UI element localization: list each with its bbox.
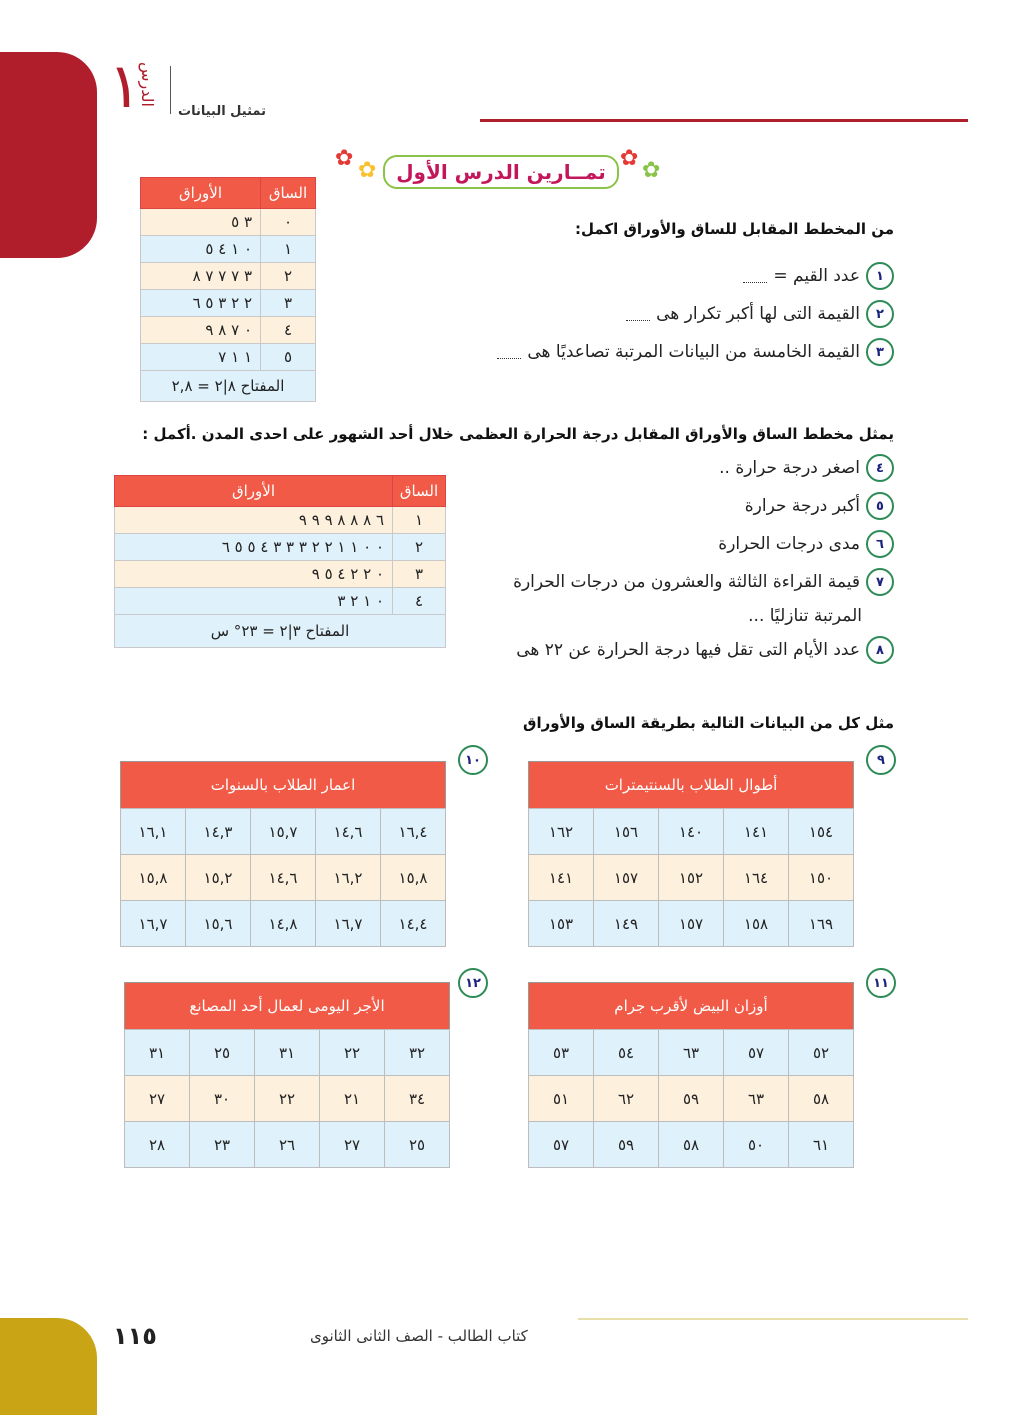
data-cell: ٥٠ xyxy=(724,1122,789,1168)
question-item xyxy=(464,636,894,664)
data-cell: ٣٠ xyxy=(190,1076,255,1122)
stem-cell: ٤ xyxy=(393,588,446,615)
data-cell: ٥٩ xyxy=(594,1122,659,1168)
data-cell: ٥٢ xyxy=(789,1030,854,1076)
data-cell: ٢١ xyxy=(320,1076,385,1122)
data-table-ages xyxy=(120,761,446,947)
data-cell: ٥٨ xyxy=(659,1122,724,1168)
leaves-cell: ٦ ٨ ٨ ٨ ٩ ٩ ٩ xyxy=(115,507,393,534)
data-cell: ١٤٠ xyxy=(659,809,724,855)
data-cell: ١٥,٦ xyxy=(186,901,251,947)
section1-instruction: من المخطط المقابل للساق والأوراق اكمل: xyxy=(574,220,894,238)
data-cell: ١٦٩ xyxy=(789,901,854,947)
stem-cell: ٢ xyxy=(393,534,446,561)
section3-instruction: مثل كل من البيانات التالية بطريقة الساق والأوراق xyxy=(523,714,894,732)
table-title: اعمار الطلاب بالسنوات xyxy=(121,762,446,809)
gear-icon: ✿ xyxy=(620,146,639,171)
data-cell: ٢٥ xyxy=(190,1030,255,1076)
data-table-daily-wages xyxy=(124,982,450,1168)
question-text: عدد القيم = xyxy=(773,266,860,286)
data-cell: ١٥٢ xyxy=(659,855,724,901)
section2-items xyxy=(464,454,894,664)
question-item xyxy=(497,338,894,366)
header-divider xyxy=(170,66,171,114)
question-number: ٥ xyxy=(866,492,894,520)
data-cell: ١٦,١ xyxy=(121,809,186,855)
footer-rule xyxy=(578,1318,968,1320)
data-cell: ١٥,٢ xyxy=(186,855,251,901)
data-cell: ١٤,٦ xyxy=(251,855,316,901)
question-text: أكبر درجة حرارة xyxy=(744,496,860,516)
data-cell: ٥٧ xyxy=(724,1030,789,1076)
data-cell: ٢٦ xyxy=(255,1122,320,1168)
page-number: ١١٥ xyxy=(113,1322,157,1350)
lesson-number: ١ xyxy=(108,49,142,122)
data-cell: ٥٣ xyxy=(529,1030,594,1076)
leaves-cell: ٠ ١ ٢ ٣ xyxy=(115,588,393,615)
data-cell: ١٥٤ xyxy=(789,809,854,855)
data-cell: ١٤,٦ xyxy=(316,809,381,855)
question-text: قيمة القراءة الثالثة والعشرون من درجات الحرارة xyxy=(513,572,860,592)
data-cell: ١٥٣ xyxy=(529,901,594,947)
table-key: المفتاح ٨|٢ = ٢,٨ xyxy=(141,371,316,402)
question-text: القيمة الخامسة من البيانات المرتبة تصاعديًا هى xyxy=(527,342,860,362)
leaves-cell: ٠ ٠ ١ ١ ٢ ٢ ٣ ٣ ٣ ٤ ٥ ٥ ٦ xyxy=(115,534,393,561)
stem-cell: ٥ xyxy=(261,344,316,371)
question-item xyxy=(626,300,894,328)
stem-header: الساق xyxy=(393,476,446,507)
data-cell: ١٥٨ xyxy=(724,901,789,947)
data-cell: ٢٢ xyxy=(320,1030,385,1076)
question-number: ٦ xyxy=(866,530,894,558)
stem-cell: ٤ xyxy=(261,317,316,344)
data-cell: ١٥٧ xyxy=(594,855,659,901)
data-cell: ١٦,٤ xyxy=(381,809,446,855)
data-cell: ٦٣ xyxy=(724,1076,789,1122)
exercise-number: ١٠ xyxy=(458,745,488,775)
stem-cell: ١ xyxy=(261,236,316,263)
question-item-continuation xyxy=(464,606,894,626)
leaves-cell: ٠ ٢ ٢ ٤ ٥ ٩ xyxy=(115,561,393,588)
question-number: ٢ xyxy=(866,300,894,328)
exercise-number: ١١ xyxy=(866,968,896,998)
leaves-cell: ٣ ٥ xyxy=(141,209,261,236)
stem-cell: ٢ xyxy=(261,263,316,290)
data-cell: ١٥٠ xyxy=(789,855,854,901)
gear-icon: ✿ xyxy=(358,158,377,183)
leaves-cell: ١ ١ ٧ xyxy=(141,344,261,371)
data-cell: ٦٢ xyxy=(594,1076,659,1122)
question-text: القيمة التى لها أكبر تكرار هى xyxy=(656,304,860,324)
lesson-word: الدرس xyxy=(138,62,157,107)
exercise-number: ١٢ xyxy=(458,968,488,998)
question-text: عدد الأيام التى تقل فيها درجة الحرارة عن ٢٢ هى xyxy=(516,640,860,660)
question-text: اصغر درجة حرارة .. xyxy=(719,458,860,478)
data-cell: ٥١ xyxy=(529,1076,594,1122)
question-item xyxy=(464,530,894,558)
data-cell: ١٥٦ xyxy=(594,809,659,855)
leaves-cell: ٠ ٧ ٨ ٩ xyxy=(141,317,261,344)
question-item xyxy=(464,568,894,596)
data-cell: ٣٤ xyxy=(385,1076,450,1122)
data-cell: ١٦٢ xyxy=(529,809,594,855)
stem-leaf-table-1 xyxy=(140,177,316,402)
data-table-heights xyxy=(528,761,854,947)
stem-header: الساق xyxy=(261,178,316,209)
stem-cell: ٠ xyxy=(261,209,316,236)
question-text: مدى درجات الحرارة xyxy=(718,534,860,554)
data-cell: ١٥,٨ xyxy=(381,855,446,901)
data-cell: ٣١ xyxy=(125,1030,190,1076)
data-cell: ٥٤ xyxy=(594,1030,659,1076)
answer-blank[interactable] xyxy=(743,270,767,283)
stem-leaf-table-2 xyxy=(114,475,446,648)
data-cell: ٢٣ xyxy=(190,1122,255,1168)
data-cell: ١٦٤ xyxy=(724,855,789,901)
section2-instruction: يمثل مخطط الساق والأوراق المقابل درجة الحرارة العظمى خلال أحد الشهور على احدى المدن .أكمل : xyxy=(142,425,894,443)
chapter-title: تمثيل البيانات xyxy=(178,104,266,119)
data-cell: ١٤,٣ xyxy=(186,809,251,855)
data-cell: ٢٨ xyxy=(125,1122,190,1168)
data-cell: ١٤١ xyxy=(529,855,594,901)
data-cell: ١٥,٨ xyxy=(121,855,186,901)
data-cell: ٥٩ xyxy=(659,1076,724,1122)
question-text: المرتبة تنازليًا ... xyxy=(748,606,862,626)
question-item xyxy=(743,262,894,290)
question-number: ٧ xyxy=(866,568,894,596)
section1-items xyxy=(497,262,894,366)
question-number: ٨ xyxy=(866,636,894,664)
data-cell: ٦٣ xyxy=(659,1030,724,1076)
data-cell: ١٤١ xyxy=(724,809,789,855)
question-item xyxy=(464,492,894,520)
table-title: أطوال الطلاب بالسنتيمترات xyxy=(529,762,854,809)
data-cell: ١٦,٧ xyxy=(121,901,186,947)
data-cell: ٢٢ xyxy=(255,1076,320,1122)
data-cell: ٢٧ xyxy=(125,1076,190,1122)
stem-cell: ١ xyxy=(393,507,446,534)
data-cell: ١٦,٢ xyxy=(316,855,381,901)
gear-icon: ✿ xyxy=(642,158,661,183)
table-title: أوزان البيض لأقرب جرام xyxy=(529,983,854,1030)
leaves-cell: ٣ ٧ ٧ ٧ ٨ xyxy=(141,263,261,290)
question-number: ١ xyxy=(866,262,894,290)
red-side-tab xyxy=(0,52,97,258)
data-cell: ٥٨ xyxy=(789,1076,854,1122)
data-cell: ١٤,٨ xyxy=(251,901,316,947)
data-cell: ٢٧ xyxy=(320,1122,385,1168)
data-table-egg-weights xyxy=(528,982,854,1168)
answer-blank[interactable] xyxy=(626,308,650,321)
data-cell: ٥٧ xyxy=(529,1122,594,1168)
question-number: ٣ xyxy=(866,338,894,366)
data-cell: ٢٥ xyxy=(385,1122,450,1168)
data-cell: ١٥,٧ xyxy=(251,809,316,855)
data-cell: ١٤,٤ xyxy=(381,901,446,947)
question-item xyxy=(464,454,894,482)
leaves-header: الأوراق xyxy=(141,178,261,209)
question-number: ٤ xyxy=(866,454,894,482)
exercise-number: ٩ xyxy=(866,745,896,775)
leaves-header: الأوراق xyxy=(115,476,393,507)
leaves-cell: ٠ ١ ٤ ٥ xyxy=(141,236,261,263)
leaves-cell: ٢ ٢ ٣ ٥ ٦ xyxy=(141,290,261,317)
data-cell: ١٤٩ xyxy=(594,901,659,947)
book-title: كتاب الطالب - الصف الثانى الثانوى xyxy=(310,1327,528,1345)
data-cell: ٣٢ xyxy=(385,1030,450,1076)
stem-cell: ٣ xyxy=(393,561,446,588)
gear-icon: ✿ xyxy=(335,146,354,171)
header-rule xyxy=(480,119,968,122)
data-cell: ٣١ xyxy=(255,1030,320,1076)
table-title: الأجر اليومى لعمال أحد المصانع xyxy=(125,983,450,1030)
answer-blank[interactable] xyxy=(497,346,521,359)
gold-side-tab xyxy=(0,1318,97,1415)
data-cell: ١٦,٧ xyxy=(316,901,381,947)
exercise-banner: تمــارين الدرس الأول xyxy=(383,155,619,189)
table-key: المفتاح ٣|٢ = ٢٣° س xyxy=(115,615,446,648)
data-cell: ٦١ xyxy=(789,1122,854,1168)
data-cell: ١٥٧ xyxy=(659,901,724,947)
stem-cell: ٣ xyxy=(261,290,316,317)
